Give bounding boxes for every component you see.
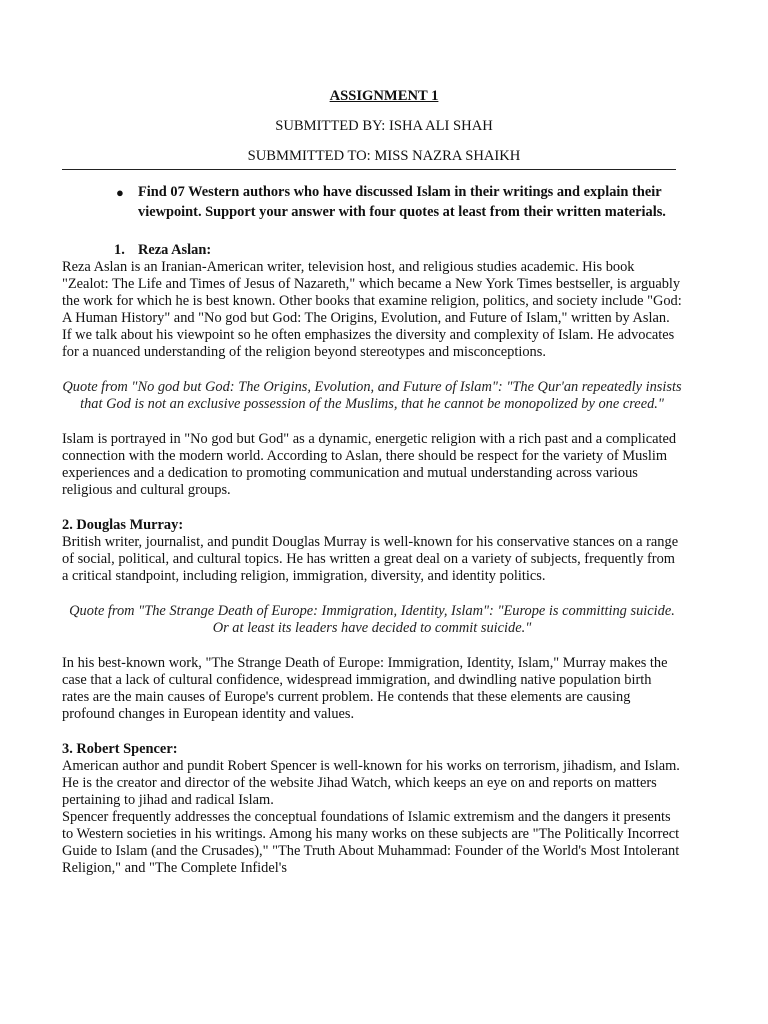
section-analysis-robert-spencer: Spencer frequently addresses the conceptual foundations of Islamic extremism and the dangers it presents to Western societies in his writings. Among his many works on these subjects are "The Politically Incorrect Guide to Islam (and the Crusades)," "The Truth About Muhammad: Founder of the World's Most Intolerant Religion," and "The Complete Infidel's [62, 809, 680, 876]
section-quote-reza-aslan: Quote from "No god but God: The Origins, Evolution, and Future of Islam": "The Qur'an repeatedly insists that God is not an exclusive possession of the Muslims, that he cannot be monopolized by one creed." [62, 379, 682, 412]
section-intro-douglas-murray: British writer, journalist, and pundit Douglas Murray is well-known for his conservative stances on a range of social, political, and cultural topics. He has written a great deal on a variety of subjects, frequently from a critical standpoint, including religion, immigration, diversity, and identity politics. [62, 534, 679, 584]
task-bullet-item [92, 183, 676, 222]
document-page [62, 86, 682, 877]
section-intro-reza-aslan: Reza Aslan is an Iranian-American writer, television host, and religious studies academic. His book "Zealot: The Life and Times of Jesus of Nazareth," which became a New York Times bestseller, is arguably the work for which he is best known. Other books that examine religion, politics, and society include "God: A Human History" and "No god but God: The Origins, Evolution, and Future of Islam," written by Aslan. If we talk about his viewpoint so he often emphasizes the diversity and complexity of Islam. He advocates for a nuanced understanding of the religion beyond stereotypes and misconceptions. [62, 259, 682, 360]
bullet-icon: ● [116, 185, 124, 200]
task-text: Find 07 Western authors who have discussed Islam in their writings and explain their viewpoint. Support your answer with four quotes at least from their written materials. [138, 184, 666, 220]
assignment-title: ASSIGNMENT 1 [329, 88, 439, 104]
section-number: 1. [114, 242, 125, 258]
section-heading-label: Reza Aslan: [138, 242, 212, 258]
section-analysis-reza-aslan: Islam is portrayed in "No god but God" as a dynamic, energetic religion with a rich past and a complicated connection with the modern world. According to Aslan, there should be respect for the variety of Muslim experiences and a dedication to promoting communication and mutual understanding across various religious and cultural groups. [62, 431, 677, 498]
section-heading-robert-spencer: 3. Robert Spencer: [62, 741, 178, 757]
submitted-to: SUBMMITTED TO: MISS NAZRA SHAIKH [247, 148, 521, 164]
section-heading-douglas-murray: 2. Douglas Murray: [62, 517, 184, 533]
section-analysis-douglas-murray: In his best-known work, "The Strange Death of Europe: Immigration, Identity, Islam," Murray makes the case that a lack of cultural confidence, widespread immigration, and dwindling native population birth rates are the main causes of Europe's current problem. He contends that these elements are causing profound changes in European identity and values. [62, 655, 668, 722]
section-intro-robert-spencer: American author and pundit Robert Spencer is well-known for his works on terrorism, jihadism, and Islam. He is the creator and director of the website Jihad Watch, which keeps an eye on and reports on matters pertaining to jihad and radical Islam. [62, 758, 680, 808]
section-heading-reza-aslan [114, 242, 676, 259]
header-divider [62, 169, 676, 170]
section-quote-douglas-murray: Quote from "The Strange Death of Europe: Immigration, Identity, Islam": "Europe is committing suicide. Or at least its leaders have decided to commit suicide." [69, 603, 675, 636]
submitted-by: SUBMITTED BY: ISHA ALI SHAH [275, 118, 493, 134]
